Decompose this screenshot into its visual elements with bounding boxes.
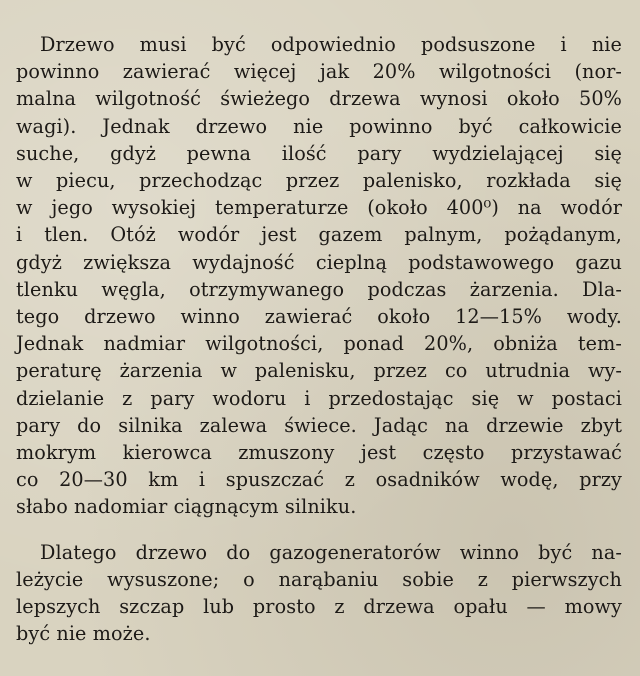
text-line: powinno zawierać więcej jak 20% wilgotności (nor- [16,60,622,84]
text-line: być nie może. [16,622,151,646]
text-line: w jego wysokiej temperaturze (około 400⁰) na wodór [16,196,622,220]
text-line: tlenku węgla, otrzymywanego podczas żarzenia. Dla- [16,277,622,301]
text-line: malna wilgotność świeżego drzewa wynosi około 50% [16,87,622,111]
text-line: gdyż zwiększa wydajność cieplną podstawowego gazu [16,250,622,274]
text-line: mokrym kierowca zmuszony jest często przystawać [16,441,622,465]
text-line: Dlatego drzewo do gazogeneratorów winno być na- [40,540,622,564]
text-line: pary do silnika zalewa świece. Jadąc na drzewie zbyt [16,413,622,437]
text-line: Drzewo musi być odpowiednio podsuszone i nie [40,33,622,56]
text-line: słabo nadomiar ciągnącym silniku. [16,495,357,519]
text-line: peraturę żarzenia w palenisku, przez co utrudnia wy- [16,359,622,383]
text-line: wagi). Jednak drzewo nie powinno być całkowicie [16,114,622,138]
text-line: dzielanie z pary wodoru i przedostając się w postaci [16,386,622,410]
text-line: lepszych szczap lub prosto z drzewa opału — mowy [16,595,622,619]
paragraph-drying-conclusion [16,539,622,648]
text-line: co 20—30 km i spuszczać z osadników wodę, przy [16,468,622,492]
text-line: suche, gdyż pewna ilość pary wydzielającej się [16,141,622,165]
text-line: w piecu, przechodząc przez palenisko, rozkłada się [16,169,622,193]
text-line: Jednak nadmiar wilgotności, ponad 20%, obniża tem- [16,332,622,356]
text-line: leżycie wysuszone; o narąbaniu sobie z pierwszych [16,567,622,591]
text-line: i tlen. Otóż wodór jest gazem palnym, pożądanym, [16,223,622,247]
text-line: tego drzewo winno zawierać około 12—15% wody. [16,305,622,329]
paragraph-wood-moisture [16,31,622,521]
